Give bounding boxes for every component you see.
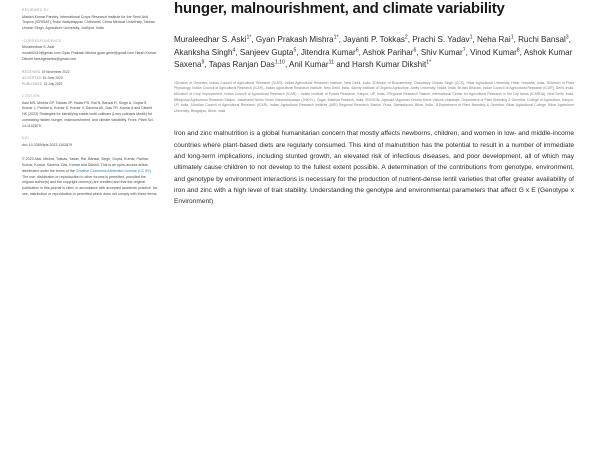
reviewed-by-block	[22, 8, 158, 32]
citation-block	[22, 94, 158, 129]
author-list: Muraleedhar S. Aski$^{1*}$, Gyan Prakash Mishra$^{1*}$, Jayanti P. Tokkas$^2$, Prachi S. Yadav$^1$, Neha Rai$^1$, Ruchi Bansal$^3$, Akanksha Singh$^4$, Sanjeev Gupta$^5$, Jitendra Kumar$^6$, Ashok Parihar$^6$, Shiv Kumar$^7$, Vinod Kumar$^8$, Ashok Kumar Saxena$^9$, Tapas Ranjan Das$^{1,10}$, Anil Kumar$^{11}$ and Harsh Kumar Dikshit$^{1*}$	[174, 34, 573, 70]
history-received-value: 19 November 2022	[41, 69, 70, 74]
history-accepted-value: 15 June 2023	[42, 75, 63, 80]
doi-label: DOI	[22, 136, 29, 141]
doi-value[interactable]: doi: 10.3389/fpls.2023.1102879	[22, 143, 73, 148]
citation-label: CITATION	[22, 94, 40, 99]
abstract-text: Iron and zinc malnutrition is a global humanitarian concern that mostly affects newborns, children, and women in low- and middle-income countries where plant-based diets are regularly consumed. This kind of malnutrition has the potential to result in a number of immediate and long-term implications, including stunted growth, an elevated risk of infectious diseases, and poor development, all of which may ultimately cause children to not develop to the fullest extent possible. A determination of the contributions from genotype, environment, and genotype by environment interactions is necessary for the production of nutrient-dense lentil varieties that offer greater availability of iron and zinc with a high level of trait stability. Understanding the genotype and environmental parameters that affect G x E (Genotype x Environment)	[174, 130, 574, 206]
citation-text: Aski MS, Mishra GP, Tokkas JP, Yadav PS, Rai N, Bansal R, Singh A, Gupta S, Kumar J, Parihar A, Kumar S, Kumar V, Saxena AK, Das TR, Kumar A and Dikshit HK (2023) Strategies for identifying stable lentil cultivars (Lens culinaris Medik) for combating hidden hunger, malnourishment, and climate variability. Front. Plant Sci. 14:1102879.	[22, 100, 154, 128]
correspondence-names: Muraleedhar S. Aski	[22, 45, 55, 50]
article-main-column	[168, 0, 600, 450]
history-accepted	[22, 76, 158, 81]
doi-block	[22, 136, 158, 148]
history-received	[22, 70, 158, 75]
creative-commons-license-link[interactable]: Creative Commons Attribution License (CC BY)	[75, 168, 152, 173]
correspondence-label: *CORRESPONDENCE	[22, 38, 62, 43]
history-received-label: RECEIVED	[22, 69, 41, 74]
reviewed-by-text: Manish Kumar Pandey, International Crops Research Institute for the Semi Arid Tropics (ICRISAT), India Vadivelappan Chithravel, China Medical University, Taiwan Umesh Singh, Agriculture University, Jodhpur, India	[22, 14, 155, 31]
copyright-block	[22, 157, 158, 198]
affiliations-list: 1Division of Genetics, Indian Council of Agricultural Research (ICAR)- Indian Agricultural Research Institute, New Delhi, India, 2Division of Biochemistry, Chaudhary Charan Singh (CCS), Hisar Agricultural University, Hisar, Haryana, India, 3Division of Plant Physiology, Indian Council of Agricultural Research (ICAR)- Indian Agricultural Research Institute, New Delhi, India, 4Amity Institute of Organic Agriculture, Amity University, Noida, India, 5Krishi Bhavan, Indian Council of Agricultural Research (ICAR), Delhi, India, 6Division of Crop Improvement, Indian Council of Agricultural Research (ICAR) – Indian Institute of Pulses Research, Kanpur, UP, India, 7Regional Research Station, International Center for Agricultural Research in the Dry Areas (ICARDA), New Delhi, India, 8Regional Agricultural Research Station, Jawaharlal Nehru Krishi Vishwavidyalaya (JNKVV), Sagar, Madhya Pradesh, India, 9NVSGN- Agmoda Vigyanan Kendra Krishi Vishwa Vidyalaya, Department of Plant Breeding & Genetics, College of Agriculture, Kanpur, UP, India, 10Indian Council of Agricultural Research (ICAR)- Indian Agricultural Research Institute (IARI) Regional Research Station, Pusa, Samastipura, Bihar, India, 11Department of Plant Breeding & Genetics, Bihar Agricultural College, Bihar Agriculture University, Bhagalpur, Bihar, India	[174, 80, 574, 113]
history-published	[22, 82, 158, 87]
reviewed-by-label: REVIEWED BY	[22, 8, 49, 12]
article-metadata-sidebar	[0, 0, 168, 450]
history-published-label: PUBLISHED	[22, 81, 43, 86]
correspondence-emails[interactable]: muralii2419@gmail.com Gyan Prakash Mishra gyan.gene@gmail.com Harsh Kumar Dikshit harshgenetics@gmail.com	[22, 51, 157, 61]
correspondence-block	[22, 39, 158, 63]
copyright-text-before: © 2023 Aski, Mishra, Tokkas, Yadav, Rai, Bansal, Singh, Gupta, Kumar, Parihar, Kumar, Kumar, Saxena, Das, Kumar and Dikshit. This is an open-access article distributed under the terms of the	[22, 156, 149, 173]
copyright-text-after: . The use, distribution or reproduction in other forums is permitted, provided the original author(s) and the copyright owner(s) are credited and that the original publication in this journal is cited, in accordance with accepted academic practice. No use, distribution or reproduction is permitted which does not comply with these terms.	[22, 168, 158, 197]
history-published-value: 13 July 2023	[43, 81, 63, 86]
page-title: hunger, malnourishment, and climate variability	[174, 0, 505, 17]
publication-history-block	[22, 70, 158, 87]
history-accepted-label: ACCEPTED	[22, 75, 42, 80]
